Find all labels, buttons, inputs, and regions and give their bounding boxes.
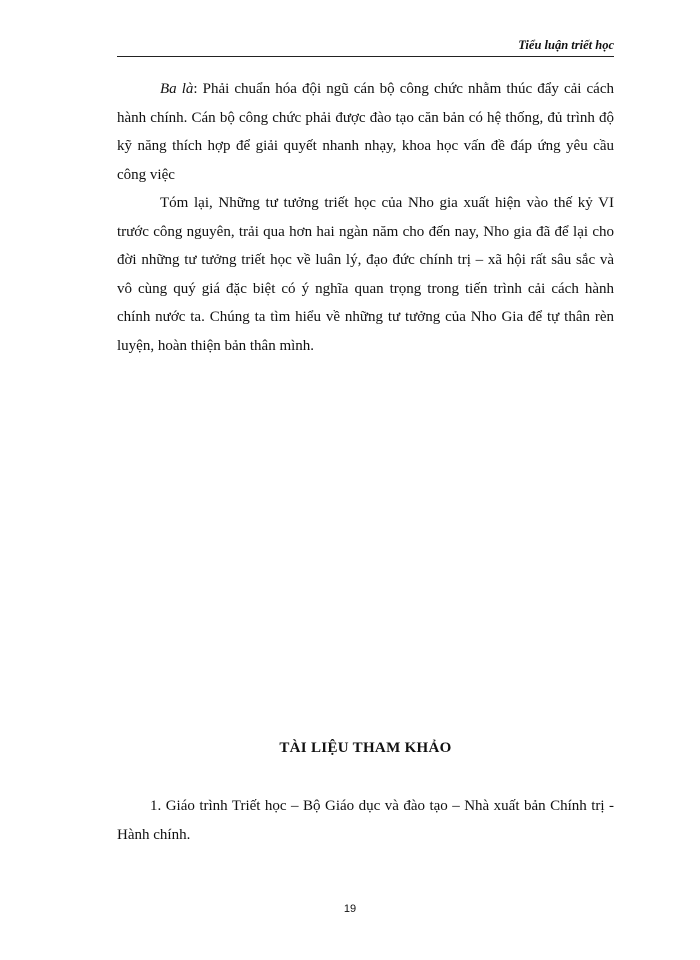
- references-heading: TÀI LIỆU THAM KHẢO: [279, 740, 452, 756]
- running-header-title: Tiểu luận triết học: [518, 38, 614, 52]
- references-list: [117, 792, 614, 849]
- paragraph-summary: Tóm lại, Những tư tưởng triết học của Nho gia xuất hiện vào thế kỷ VI trước công nguyên, trải qua hơn hai ngàn năm cho đến nay, Nho gia đã để lại cho đời những tư tưởng triết học về luân lý, đạo đức chính trị – xã hội rất sâu sắc và vô cùng quý giá đặc biệt có ý nghĩa quan trọng trong tiến trình cải cách hành chính nước ta. Chúng ta tìm hiểu về những tư tưởng của Nho Gia để tự thân rèn luyện, hoàn thiện bản thân mình.: [117, 195, 614, 354]
- page-number: 19: [343, 903, 357, 915]
- reference-item: 1. Giáo trình Triết học – Bộ Giáo dục và đào tạo – Nhà xuất bản Chính trị - Hành chính.: [117, 798, 614, 843]
- body-content: [117, 75, 614, 360]
- header-divider: [117, 56, 614, 57]
- paragraph-lead-italic: Ba là: [160, 81, 194, 97]
- paragraph-ba-la: [117, 75, 614, 189]
- paragraph-ba-la-text: : Phải chuẩn hóa đội ngũ cán bộ công chức nhằm thúc đẩy cải cách hành chính. Cán bộ công chức phải được đào tạo căn bản có hệ thống, đủ trình độ kỹ năng thích hợp để giải quyết nhanh nhạy, khoa học vấn đề đáp ứng yêu cầu công việc: [117, 81, 614, 183]
